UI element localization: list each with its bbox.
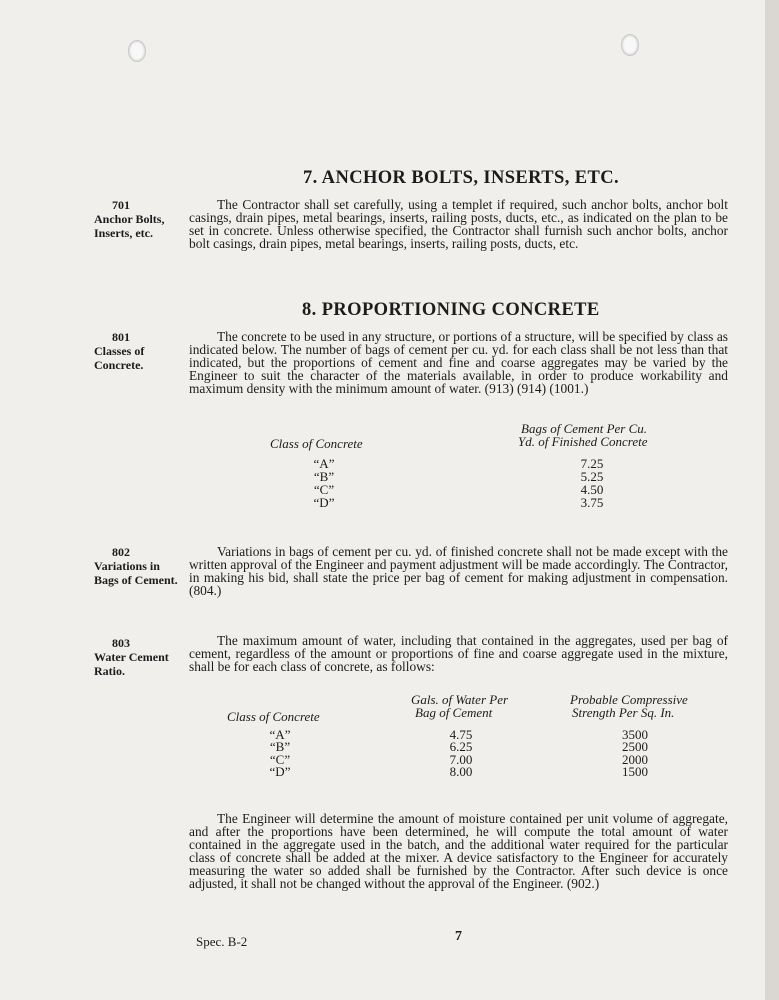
footer-spec: Spec. B-2 — [196, 934, 248, 949]
section-8-title: 8. PROPORTIONING CONCRETE — [302, 300, 600, 320]
table1-bags: 3.75 — [580, 495, 604, 510]
label-number: 701 — [112, 198, 130, 212]
table1-bags: 7.25 — [580, 456, 604, 471]
label-text: Classes of Concrete. — [94, 344, 145, 372]
table1-bags: 4.50 — [580, 482, 604, 497]
table2-header-strength-1: Probable Compressive — [570, 692, 688, 707]
table2-header-class: Class of Concrete — [227, 709, 320, 724]
table1-header-class: Class of Concrete — [270, 436, 363, 451]
table2-strength: 2500 — [622, 739, 648, 754]
label-number: 803 — [112, 636, 130, 650]
punch-hole-left — [128, 40, 146, 62]
label-number: 801 — [112, 330, 130, 344]
table1-class: “B” — [313, 469, 335, 484]
paragraph-803: The maximum amount of water, including that contained in the aggregates, used per bag of cement, regardless of the amount or proportions of fine and coarse aggregate used in the mixture, shall be for each class of concrete, as follows: — [189, 633, 728, 674]
table1-header-bags-1: Bags of Cement Per Cu. — [521, 421, 648, 436]
page-number: 7 — [455, 929, 462, 944]
table2-water: 4.75 — [449, 727, 473, 742]
table2-strength: 2000 — [622, 752, 648, 767]
table2-header-water-1: Gals. of Water Per — [411, 692, 509, 707]
paragraph-701: The Contractor shall set carefully, using a templet if required, such anchor bolts, anchor bolt casings, drain pipes, metal bearings, inserts, railing posts, ducts, etc., as indicated on the plan to be set in concrete. Unless otherwise specified, the Contractor shall furnish such anchor bolts, anchor bolt casings, drain pipes, metal bearings, inserts, railing posts, ducts, etc. — [189, 197, 728, 251]
label-text: Variations in Bags of Cement. — [94, 559, 178, 587]
table1-class: “A” — [313, 456, 335, 471]
table1-bags: 5.25 — [580, 469, 604, 484]
punch-hole-right — [621, 34, 639, 56]
page-edge — [765, 0, 779, 1000]
table1-header-bags-2: Yd. of Finished Concrete — [518, 434, 648, 449]
table2-strength: 3500 — [622, 727, 648, 742]
paragraph-closing: The Engineer will determine the amount of moisture contained per unit volume of aggregate, and after the proportions have been determined, he will compute the total amount of water contained in the aggregate used in the batch, and the additional water required for the particular class of concrete shall be added at the mixer. A device satisfactory to the Engineer for accurately measuring the water so added shall be furnished by the Contractor. After such device is once adjusted, it shall not be changed without the approval of the Engineer. (902.) — [189, 811, 728, 891]
table2-class: “A” — [269, 727, 291, 742]
margin-label-802 — [94, 545, 186, 587]
label-number: 802 — [112, 545, 130, 559]
margin-label-801 — [94, 330, 186, 372]
table2-strength: 1500 — [622, 764, 648, 779]
table2-water: 7.00 — [449, 752, 473, 767]
table1-class: “C” — [313, 482, 335, 497]
label-text: Anchor Bolts, Inserts, etc. — [94, 212, 165, 240]
label-text: Water Cement Ratio. — [94, 650, 169, 678]
table2-class: “B” — [269, 739, 291, 754]
paragraph-801: The concrete to be used in any structure, or portions of a structure, will be specified by class as indicated below. The number of bags of cement per cu. yd. for each class shall be not less than that indicated, but the proportions of cement and fine and coarse aggregates may be varied by the Engineer to suit the character of the materials available, in order to produce workability and maximum density with the minimum amount of water. (913) (914) (1001.) — [189, 329, 728, 396]
table2-class: “C” — [269, 752, 291, 767]
table2-header-water-2: Bag of Cement — [415, 705, 493, 720]
table1-class: “D” — [313, 495, 335, 510]
table2-header-strength-2: Strength Per Sq. In. — [572, 705, 675, 720]
paragraph-802: Variations in bags of cement per cu. yd. of finished concrete shall not be made except with the written approval of the Engineer and payment adjustment will be made accordingly. The Contractor, in making his bid, shall state the price per bag of cement for making adjustment in compensation. (804.) — [189, 544, 728, 598]
table2-water: 6.25 — [449, 739, 473, 754]
margin-label-701 — [94, 198, 186, 240]
margin-label-803 — [94, 636, 186, 678]
section-7-title: 7. ANCHOR BOLTS, INSERTS, ETC. — [303, 168, 620, 188]
table2-class: “D” — [269, 764, 291, 779]
table2-water: 8.00 — [449, 764, 473, 779]
